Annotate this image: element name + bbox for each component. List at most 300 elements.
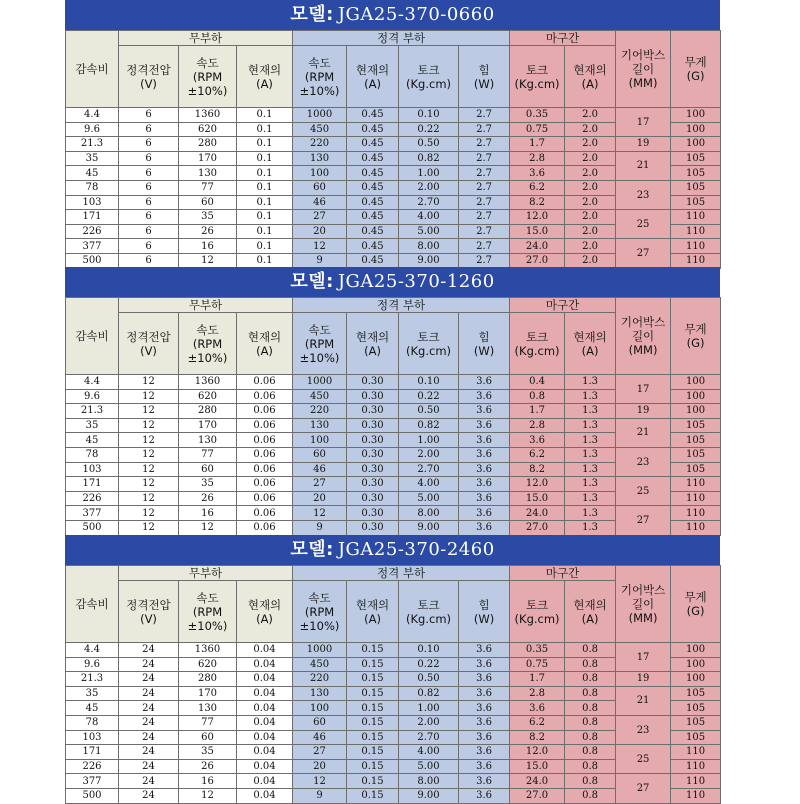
cell-stall-torque: 0.8 — [510, 389, 565, 404]
cell-gearbox-length: 23 — [616, 715, 671, 744]
cell-weight: 110 — [671, 253, 721, 268]
cell-rated-speed: 100 — [293, 166, 347, 181]
cell-rated-current: 0.15 — [347, 788, 399, 803]
cell-rated-voltage: 12 — [119, 375, 179, 390]
cell-stall-torque: 2.8 — [510, 151, 565, 166]
cell-ratio: 377 — [66, 774, 119, 789]
cell-noload-speed: 26 — [179, 491, 237, 506]
cell-ratio: 9.6 — [66, 657, 119, 672]
model-name: JGA25-370-2460 — [337, 539, 495, 560]
cell-stall-current: 2.0 — [565, 137, 616, 152]
cell-rated-speed: 12 — [293, 239, 347, 254]
cell-ratio: 21.3 — [66, 672, 119, 687]
cell-stall-current: 0.8 — [565, 730, 616, 745]
table-row — [66, 151, 721, 166]
table-row — [66, 404, 721, 419]
cell-rated-torque: 9.00 — [399, 520, 459, 535]
model-name: JGA25-370-0660 — [337, 4, 495, 25]
cell-noload-current: 0.1 — [237, 224, 293, 239]
cell-rated-current: 0.45 — [347, 195, 399, 210]
header-rated-load: 정격 부하 — [293, 31, 510, 46]
header-noload-speed: 속도 (RPM ±10%) — [179, 581, 237, 643]
header-rated-load: 정격 부하 — [293, 298, 510, 313]
cell-weight: 110 — [671, 477, 721, 492]
cell-noload-speed: 1360 — [179, 108, 237, 123]
cell-rated-torque: 0.50 — [399, 137, 459, 152]
header-rated-current: 현재의 (A) — [347, 581, 399, 643]
cell-rated-torque: 0.82 — [399, 418, 459, 433]
cell-noload-current: 0.1 — [237, 166, 293, 181]
cell-stall-current: 1.3 — [565, 389, 616, 404]
cell-ratio: 21.3 — [66, 137, 119, 152]
cell-gearbox-length: 25 — [616, 477, 671, 506]
cell-gearbox-length: 21 — [616, 151, 671, 180]
cell-rated-voltage: 12 — [119, 447, 179, 462]
header-rated-speed: 속도 (RPM ±10%) — [293, 313, 347, 375]
cell-rated-power: 3.6 — [459, 375, 510, 390]
cell-ratio: 171 — [66, 745, 119, 760]
cell-rated-power: 3.6 — [459, 788, 510, 803]
cell-rated-torque: 0.50 — [399, 404, 459, 419]
cell-stall-current: 1.3 — [565, 491, 616, 506]
cell-rated-voltage: 12 — [119, 433, 179, 448]
header-gearbox-length: 기어박스 길이 (MM) — [616, 31, 671, 108]
header-stall-current: 현재의 (A) — [565, 581, 616, 643]
header-no-load: 무부하 — [119, 31, 293, 46]
cell-rated-voltage: 24 — [119, 701, 179, 716]
cell-rated-torque: 2.70 — [399, 730, 459, 745]
cell-rated-torque: 8.00 — [399, 239, 459, 254]
header-stall-torque: 토크 (Kg.cm) — [510, 581, 565, 643]
header-stall-torque: 토크 (Kg.cm) — [510, 313, 565, 375]
cell-noload-current: 0.06 — [237, 418, 293, 433]
cell-weight: 100 — [671, 657, 721, 672]
cell-weight: 110 — [671, 774, 721, 789]
cell-weight: 100 — [671, 375, 721, 390]
cell-rated-torque: 9.00 — [399, 788, 459, 803]
cell-rated-speed: 450 — [293, 657, 347, 672]
table-row — [66, 643, 721, 658]
cell-rated-torque: 2.00 — [399, 447, 459, 462]
cell-rated-current: 0.15 — [347, 657, 399, 672]
cell-stall-torque: 15.0 — [510, 759, 565, 774]
cell-stall-current: 1.3 — [565, 404, 616, 419]
header-stall: 마구간 — [510, 31, 616, 46]
cell-noload-speed: 16 — [179, 506, 237, 521]
cell-noload-current: 0.04 — [237, 657, 293, 672]
cell-rated-speed: 46 — [293, 462, 347, 477]
cell-weight: 105 — [671, 195, 721, 210]
cell-rated-voltage: 24 — [119, 672, 179, 687]
cell-rated-current: 0.30 — [347, 447, 399, 462]
cell-rated-power: 3.6 — [459, 686, 510, 701]
cell-ratio: 226 — [66, 224, 119, 239]
cell-rated-torque: 0.50 — [399, 672, 459, 687]
header-rated-power: 힘 (W) — [459, 313, 510, 375]
cell-rated-voltage: 6 — [119, 210, 179, 225]
table-row — [66, 447, 721, 462]
header-gearbox-length: 기어박스 길이 (MM) — [616, 298, 671, 375]
cell-stall-torque: 24.0 — [510, 774, 565, 789]
cell-rated-speed: 20 — [293, 759, 347, 774]
cell-rated-voltage: 24 — [119, 686, 179, 701]
cell-ratio: 21.3 — [66, 404, 119, 419]
cell-stall-torque: 1.7 — [510, 404, 565, 419]
cell-weight: 110 — [671, 759, 721, 774]
cell-rated-torque: 2.00 — [399, 715, 459, 730]
cell-rated-speed: 220 — [293, 404, 347, 419]
cell-noload-speed: 35 — [179, 745, 237, 760]
cell-noload-current: 0.04 — [237, 759, 293, 774]
cell-rated-voltage: 6 — [119, 137, 179, 152]
cell-stall-torque: 15.0 — [510, 491, 565, 506]
cell-stall-torque: 3.6 — [510, 701, 565, 716]
cell-weight: 105 — [671, 180, 721, 195]
cell-rated-current: 0.15 — [347, 759, 399, 774]
cell-rated-torque: 0.82 — [399, 151, 459, 166]
cell-stall-current: 2.0 — [565, 166, 616, 181]
cell-rated-voltage: 6 — [119, 253, 179, 268]
cell-noload-current: 0.04 — [237, 745, 293, 760]
cell-rated-current: 0.15 — [347, 730, 399, 745]
cell-rated-voltage: 12 — [119, 418, 179, 433]
cell-noload-current: 0.1 — [237, 122, 293, 137]
cell-weight: 105 — [671, 730, 721, 745]
cell-rated-speed: 27 — [293, 745, 347, 760]
cell-rated-current: 0.45 — [347, 239, 399, 254]
cell-stall-torque: 0.35 — [510, 108, 565, 123]
cell-rated-speed: 1000 — [293, 643, 347, 658]
cell-noload-speed: 12 — [179, 520, 237, 535]
cell-ratio: 171 — [66, 210, 119, 225]
cell-gearbox-length: 27 — [616, 506, 671, 535]
cell-rated-torque: 1.00 — [399, 701, 459, 716]
cell-ratio: 171 — [66, 477, 119, 492]
model-banner — [65, 267, 720, 297]
cell-weight: 110 — [671, 506, 721, 521]
cell-rated-voltage: 6 — [119, 180, 179, 195]
cell-noload-speed: 16 — [179, 774, 237, 789]
cell-rated-voltage: 24 — [119, 788, 179, 803]
cell-noload-speed: 77 — [179, 715, 237, 730]
cell-stall-torque: 0.35 — [510, 643, 565, 658]
header-stall-torque: 토크 (Kg.cm) — [510, 46, 565, 108]
cell-rated-speed: 100 — [293, 433, 347, 448]
header-rated-speed: 속도 (RPM ±10%) — [293, 581, 347, 643]
cell-noload-current: 0.04 — [237, 715, 293, 730]
cell-stall-current: 0.8 — [565, 745, 616, 760]
cell-rated-current: 0.45 — [347, 210, 399, 225]
table-row — [66, 375, 721, 390]
cell-rated-speed: 130 — [293, 151, 347, 166]
cell-ratio: 103 — [66, 730, 119, 745]
cell-rated-current: 0.15 — [347, 715, 399, 730]
cell-noload-speed: 35 — [179, 210, 237, 225]
cell-weight: 105 — [671, 447, 721, 462]
cell-rated-voltage: 12 — [119, 404, 179, 419]
cell-noload-speed: 130 — [179, 433, 237, 448]
cell-weight: 100 — [671, 404, 721, 419]
header-ratio: 감속비 — [66, 31, 119, 108]
cell-rated-torque: 2.70 — [399, 462, 459, 477]
model-block — [65, 535, 720, 802]
cell-stall-torque: 12.0 — [510, 210, 565, 225]
cell-noload-current: 0.1 — [237, 151, 293, 166]
cell-noload-current: 0.1 — [237, 180, 293, 195]
cell-stall-torque: 1.7 — [510, 672, 565, 687]
cell-rated-voltage: 6 — [119, 239, 179, 254]
cell-rated-power: 3.6 — [459, 433, 510, 448]
cell-rated-power: 3.6 — [459, 477, 510, 492]
cell-noload-current: 0.06 — [237, 404, 293, 419]
cell-rated-current: 0.30 — [347, 506, 399, 521]
cell-stall-torque: 1.7 — [510, 137, 565, 152]
cell-stall-torque: 2.8 — [510, 686, 565, 701]
cell-rated-voltage: 12 — [119, 520, 179, 535]
cell-rated-current: 0.15 — [347, 672, 399, 687]
cell-stall-current: 1.3 — [565, 375, 616, 390]
cell-rated-power: 3.6 — [459, 745, 510, 760]
cell-stall-current: 0.8 — [565, 715, 616, 730]
cell-noload-current: 0.06 — [237, 433, 293, 448]
cell-rated-voltage: 12 — [119, 477, 179, 492]
cell-noload-speed: 77 — [179, 447, 237, 462]
table-row — [66, 239, 721, 254]
cell-stall-current: 2.0 — [565, 180, 616, 195]
header-rated-voltage: 정격전압 (V) — [119, 46, 179, 108]
cell-rated-torque: 5.00 — [399, 759, 459, 774]
header-rated-torque: 토크 (Kg.cm) — [399, 313, 459, 375]
cell-rated-torque: 1.00 — [399, 166, 459, 181]
header-rated-power: 힘 (W) — [459, 581, 510, 643]
cell-rated-voltage: 6 — [119, 108, 179, 123]
cell-rated-current: 0.15 — [347, 745, 399, 760]
cell-rated-power: 3.6 — [459, 491, 510, 506]
header-noload-speed: 속도 (RPM ±10%) — [179, 313, 237, 375]
model-label: 모델: — [290, 4, 334, 25]
cell-noload-current: 0.06 — [237, 520, 293, 535]
table-row — [66, 672, 721, 687]
cell-rated-power: 2.7 — [459, 108, 510, 123]
cell-noload-speed: 170 — [179, 151, 237, 166]
cell-noload-current: 0.1 — [237, 239, 293, 254]
cell-stall-current: 2.0 — [565, 195, 616, 210]
cell-stall-current: 2.0 — [565, 108, 616, 123]
cell-rated-current: 0.30 — [347, 520, 399, 535]
model-label: 모델: — [290, 539, 334, 560]
cell-rated-power: 2.7 — [459, 122, 510, 137]
cell-rated-current: 0.45 — [347, 108, 399, 123]
cell-noload-speed: 620 — [179, 389, 237, 404]
cell-rated-torque: 0.22 — [399, 122, 459, 137]
cell-ratio: 45 — [66, 433, 119, 448]
cell-weight: 100 — [671, 389, 721, 404]
cell-weight: 105 — [671, 686, 721, 701]
cell-rated-voltage: 24 — [119, 745, 179, 760]
cell-rated-speed: 46 — [293, 730, 347, 745]
cell-ratio: 377 — [66, 506, 119, 521]
cell-stall-torque: 6.2 — [510, 715, 565, 730]
cell-weight: 105 — [671, 151, 721, 166]
cell-rated-speed: 46 — [293, 195, 347, 210]
header-rated-current: 현재의 (A) — [347, 46, 399, 108]
cell-rated-torque: 5.00 — [399, 224, 459, 239]
cell-rated-speed: 20 — [293, 491, 347, 506]
table-row — [66, 210, 721, 225]
cell-rated-speed: 1000 — [293, 375, 347, 390]
cell-stall-current: 2.0 — [565, 151, 616, 166]
cell-noload-current: 0.06 — [237, 447, 293, 462]
spec-table — [65, 565, 721, 804]
header-noload-current: 현재의 (A) — [237, 581, 293, 643]
cell-stall-current: 0.8 — [565, 643, 616, 658]
cell-rated-torque: 4.00 — [399, 210, 459, 225]
cell-rated-torque: 1.00 — [399, 433, 459, 448]
cell-stall-current: 2.0 — [565, 253, 616, 268]
cell-stall-torque: 6.2 — [510, 447, 565, 462]
header-rated-voltage: 정격전압 (V) — [119, 581, 179, 643]
cell-noload-speed: 280 — [179, 137, 237, 152]
cell-rated-voltage: 6 — [119, 166, 179, 181]
header-rated-torque: 토크 (Kg.cm) — [399, 46, 459, 108]
cell-ratio: 226 — [66, 759, 119, 774]
cell-noload-speed: 35 — [179, 477, 237, 492]
cell-noload-speed: 130 — [179, 701, 237, 716]
cell-stall-torque: 0.75 — [510, 657, 565, 672]
cell-stall-current: 2.0 — [565, 224, 616, 239]
cell-weight: 100 — [671, 643, 721, 658]
cell-rated-voltage: 24 — [119, 774, 179, 789]
cell-noload-current: 0.1 — [237, 253, 293, 268]
cell-rated-current: 0.45 — [347, 122, 399, 137]
cell-noload-current: 0.1 — [237, 195, 293, 210]
cell-gearbox-length: 17 — [616, 108, 671, 137]
cell-rated-power: 3.6 — [459, 657, 510, 672]
cell-rated-current: 0.15 — [347, 686, 399, 701]
header-weight: 무게 (G) — [671, 566, 721, 643]
cell-stall-current: 2.0 — [565, 122, 616, 137]
cell-stall-current: 1.3 — [565, 447, 616, 462]
cell-stall-torque: 8.2 — [510, 195, 565, 210]
header-rated-torque: 토크 (Kg.cm) — [399, 581, 459, 643]
cell-stall-current: 1.3 — [565, 433, 616, 448]
cell-noload-speed: 26 — [179, 224, 237, 239]
spec-table — [65, 30, 721, 269]
cell-gearbox-length: 17 — [616, 375, 671, 404]
cell-rated-power: 2.7 — [459, 195, 510, 210]
cell-rated-power: 2.7 — [459, 210, 510, 225]
cell-noload-current: 0.04 — [237, 730, 293, 745]
cell-rated-power: 3.6 — [459, 447, 510, 462]
cell-noload-current: 0.06 — [237, 462, 293, 477]
header-weight: 무게 (G) — [671, 298, 721, 375]
cell-rated-voltage: 6 — [119, 195, 179, 210]
cell-stall-torque: 27.0 — [510, 520, 565, 535]
cell-rated-power: 2.7 — [459, 151, 510, 166]
cell-noload-current: 0.04 — [237, 774, 293, 789]
cell-ratio: 377 — [66, 239, 119, 254]
cell-stall-current: 2.0 — [565, 239, 616, 254]
cell-noload-current: 0.1 — [237, 137, 293, 152]
spec-sheet — [65, 0, 720, 800]
cell-stall-torque: 15.0 — [510, 224, 565, 239]
model-block — [65, 267, 720, 534]
cell-stall-current: 0.8 — [565, 686, 616, 701]
cell-noload-speed: 170 — [179, 686, 237, 701]
header-gearbox-length: 기어박스 길이 (MM) — [616, 566, 671, 643]
cell-noload-speed: 280 — [179, 404, 237, 419]
cell-rated-torque: 2.00 — [399, 180, 459, 195]
cell-stall-torque: 27.0 — [510, 788, 565, 803]
cell-ratio: 35 — [66, 151, 119, 166]
cell-rated-power: 2.7 — [459, 166, 510, 181]
header-stall: 마구간 — [510, 298, 616, 313]
cell-stall-torque: 2.8 — [510, 418, 565, 433]
cell-ratio: 500 — [66, 520, 119, 535]
cell-rated-torque: 0.22 — [399, 657, 459, 672]
header-rated-speed: 속도 (RPM ±10%) — [293, 46, 347, 108]
cell-noload-speed: 1360 — [179, 375, 237, 390]
cell-stall-current: 1.3 — [565, 477, 616, 492]
cell-noload-speed: 60 — [179, 195, 237, 210]
cell-rated-current: 0.45 — [347, 224, 399, 239]
cell-rated-speed: 220 — [293, 672, 347, 687]
header-stall-current: 현재의 (A) — [565, 313, 616, 375]
cell-gearbox-length: 25 — [616, 210, 671, 239]
header-noload-current: 현재의 (A) — [237, 46, 293, 108]
cell-stall-current: 0.8 — [565, 774, 616, 789]
cell-ratio: 9.6 — [66, 122, 119, 137]
cell-rated-voltage: 6 — [119, 122, 179, 137]
cell-rated-current: 0.30 — [347, 477, 399, 492]
cell-ratio: 78 — [66, 180, 119, 195]
cell-weight: 110 — [671, 491, 721, 506]
cell-rated-torque: 0.10 — [399, 643, 459, 658]
cell-rated-torque: 8.00 — [399, 774, 459, 789]
cell-rated-power: 2.7 — [459, 239, 510, 254]
cell-rated-current: 0.30 — [347, 418, 399, 433]
header-noload-speed: 속도 (RPM ±10%) — [179, 46, 237, 108]
cell-noload-speed: 620 — [179, 657, 237, 672]
cell-rated-speed: 60 — [293, 180, 347, 195]
cell-rated-current: 0.45 — [347, 151, 399, 166]
cell-rated-power: 3.6 — [459, 506, 510, 521]
cell-rated-torque: 0.10 — [399, 108, 459, 123]
header-ratio: 감속비 — [66, 566, 119, 643]
cell-stall-current: 1.3 — [565, 506, 616, 521]
cell-rated-current: 0.30 — [347, 433, 399, 448]
table-row — [66, 108, 721, 123]
cell-stall-torque: 6.2 — [510, 180, 565, 195]
cell-gearbox-length: 21 — [616, 686, 671, 715]
cell-weight: 110 — [671, 239, 721, 254]
cell-noload-speed: 280 — [179, 672, 237, 687]
model-name: JGA25-370-1260 — [337, 271, 495, 292]
table-row — [66, 686, 721, 701]
header-rated-power: 힘 (W) — [459, 46, 510, 108]
cell-rated-speed: 130 — [293, 686, 347, 701]
cell-rated-voltage: 12 — [119, 389, 179, 404]
cell-rated-torque: 0.82 — [399, 686, 459, 701]
cell-stall-current: 1.3 — [565, 462, 616, 477]
cell-ratio: 4.4 — [66, 643, 119, 658]
cell-rated-current: 0.30 — [347, 491, 399, 506]
cell-rated-current: 0.45 — [347, 137, 399, 152]
cell-ratio: 9.6 — [66, 389, 119, 404]
cell-rated-voltage: 12 — [119, 491, 179, 506]
cell-noload-current: 0.04 — [237, 643, 293, 658]
cell-rated-torque: 5.00 — [399, 491, 459, 506]
